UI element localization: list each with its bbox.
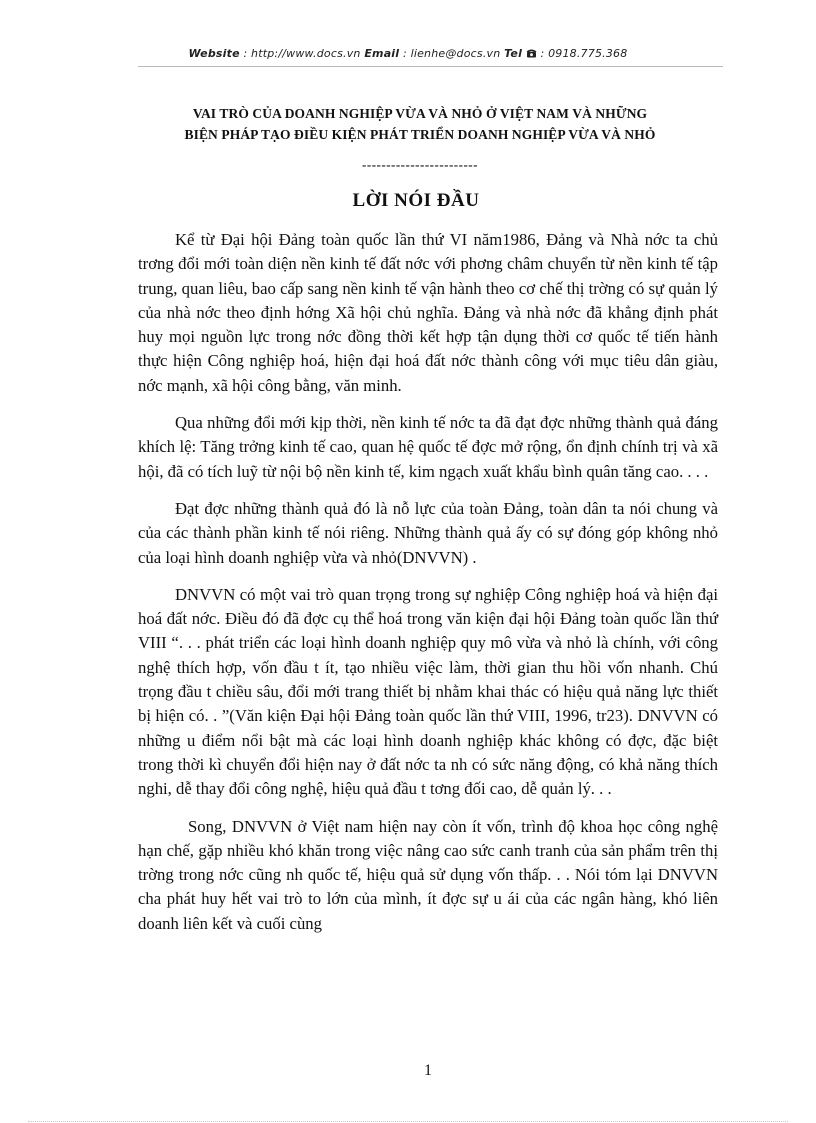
section-heading: LỜI NÓI ĐẦU bbox=[352, 190, 480, 211]
paragraph: DNVVN có một vai trò quan trọng trong sự nghiệp Công nghiệp hoá và hiện đại hoá đất nớc. Điều đó đã đợc cụ thể hoá trong văn kiện đại hội Đảng toàn quốc lần thứ VIII “. . . phát triển các loại hình doanh nghiệp quy mô vừa và nhỏ là chính, với công nghệ thích hợp, vốn đầu t ít, tạo nhiều việc làm, thời gian thu hồi vốn nhanh. Chú trọng đầu t chiều sâu, đổi mới trang thiết bị nhằm khai thác có hiệu quả năng lực thiết bị hiện có. . ”(Văn kiện Đại hội Đảng toàn quốc lần thứ VIII, 1996, tr23). DNVVN có những u điểm nổi bật mà các loại hình doanh nghiệp khác không có đợc, đặc biệt trong thời kì chuyển đổi hiện nay ở đất nớc ta nh có sức năng động, có khả năng thích nghi, dễ thay đổi công nghệ, hiệu quả đầu t tơng đối cao, dễ quản lý. . . bbox=[138, 584, 718, 799]
website-value[interactable]: : http://www.docs.vn bbox=[243, 47, 361, 60]
email-value[interactable]: : lienhe@docs.vn bbox=[402, 47, 501, 60]
tel-label: Tel bbox=[504, 47, 523, 60]
title-line: VAI TRÒ CỦA DOANH NGHIỆP VỪA VÀ NHỎ Ở VIỆT NAM VÀ NHỮNG bbox=[192, 106, 648, 121]
telephone-icon bbox=[526, 48, 537, 61]
header-divider bbox=[138, 66, 723, 67]
website-label: Website bbox=[188, 47, 240, 60]
paragraph: Qua những đổi mới kịp thời, nền kinh tế nớc ta đã đạt đợc những thành quả đáng khích lệ: Tăng trởng kinh tế cao, quan hệ quốc tế đợc mở rộng, ổn định chính trị và xã hội, đã có tích luỹ từ nội bộ nền kinh tế, kim ngạch xuất khẩu bình quân tăng cao. . . . bbox=[138, 413, 718, 481]
document-title bbox=[100, 103, 740, 145]
email-label: Email bbox=[364, 47, 400, 60]
paragraph: Đạt đợc những thành quả đó là nỗ lực của toàn Đảng, toàn dân ta nói chung và của các thành phần kinh tế nói riêng. Những thành quả ấy có sự đóng góp không nhỏ của loại hình doanh nghiệp vừa và nhỏ(DNVVN) . bbox=[138, 498, 718, 567]
title-separator: ------------------------ bbox=[362, 157, 478, 172]
paragraph: Song, DNVVN ở Việt nam hiện nay còn ít vốn, trình độ khoa học công nghệ hạn chế, gặp nhiều khó khăn trong việc nâng cao sức canh tranh của sản phẩm trên thị trờng trong nớc cũng nh quốc tế, hiệu quả sử dụng vốn thấp. . . Nói tóm lại DNVVN cha phát huy hết vai trò to lớn của mình, ít đợc sự u ái của các ngân hàng, khó liên doanh liên kết và cuối cùng bbox=[138, 816, 718, 933]
page-header bbox=[0, 47, 816, 61]
paragraph: Kể từ Đại hội Đảng toàn quốc lần thứ VI năm1986, Đảng và Nhà nớc ta chủ trơng đổi mới toàn diện nền kinh tế đất nớc với phơng châm chuyển từ nền kinh tế tập trung, quan liêu, bao cấp sang nền kinh tế vận hành theo cơ chế thị trờng có sự quản lý của nhà nớc theo định hớng Xã hội chủ nghĩa. Đảng và nhà nớc đã khẳng định phát huy mọi nguồn lực trong nớc đồng thời kết hợp tận dụng thời cơ quốc tế tiến hành thực hiện Công nghiệp hoá, hiện đại hoá đất nớc thành công với mục tiêu dân giàu, nớc mạnh, xã hội công bằng, văn minh. bbox=[138, 230, 718, 395]
footer-divider bbox=[28, 1121, 788, 1122]
page-number: 1 bbox=[424, 1062, 432, 1079]
document-body bbox=[138, 228, 718, 949]
tel-value[interactable]: : 0918.775.368 bbox=[540, 47, 628, 60]
title-line: BIỆN PHÁP TẠO ĐIỀU KIỆN PHÁT TRIỂN DOANH NGHIỆP VỪA VÀ NHỎ bbox=[184, 127, 656, 142]
